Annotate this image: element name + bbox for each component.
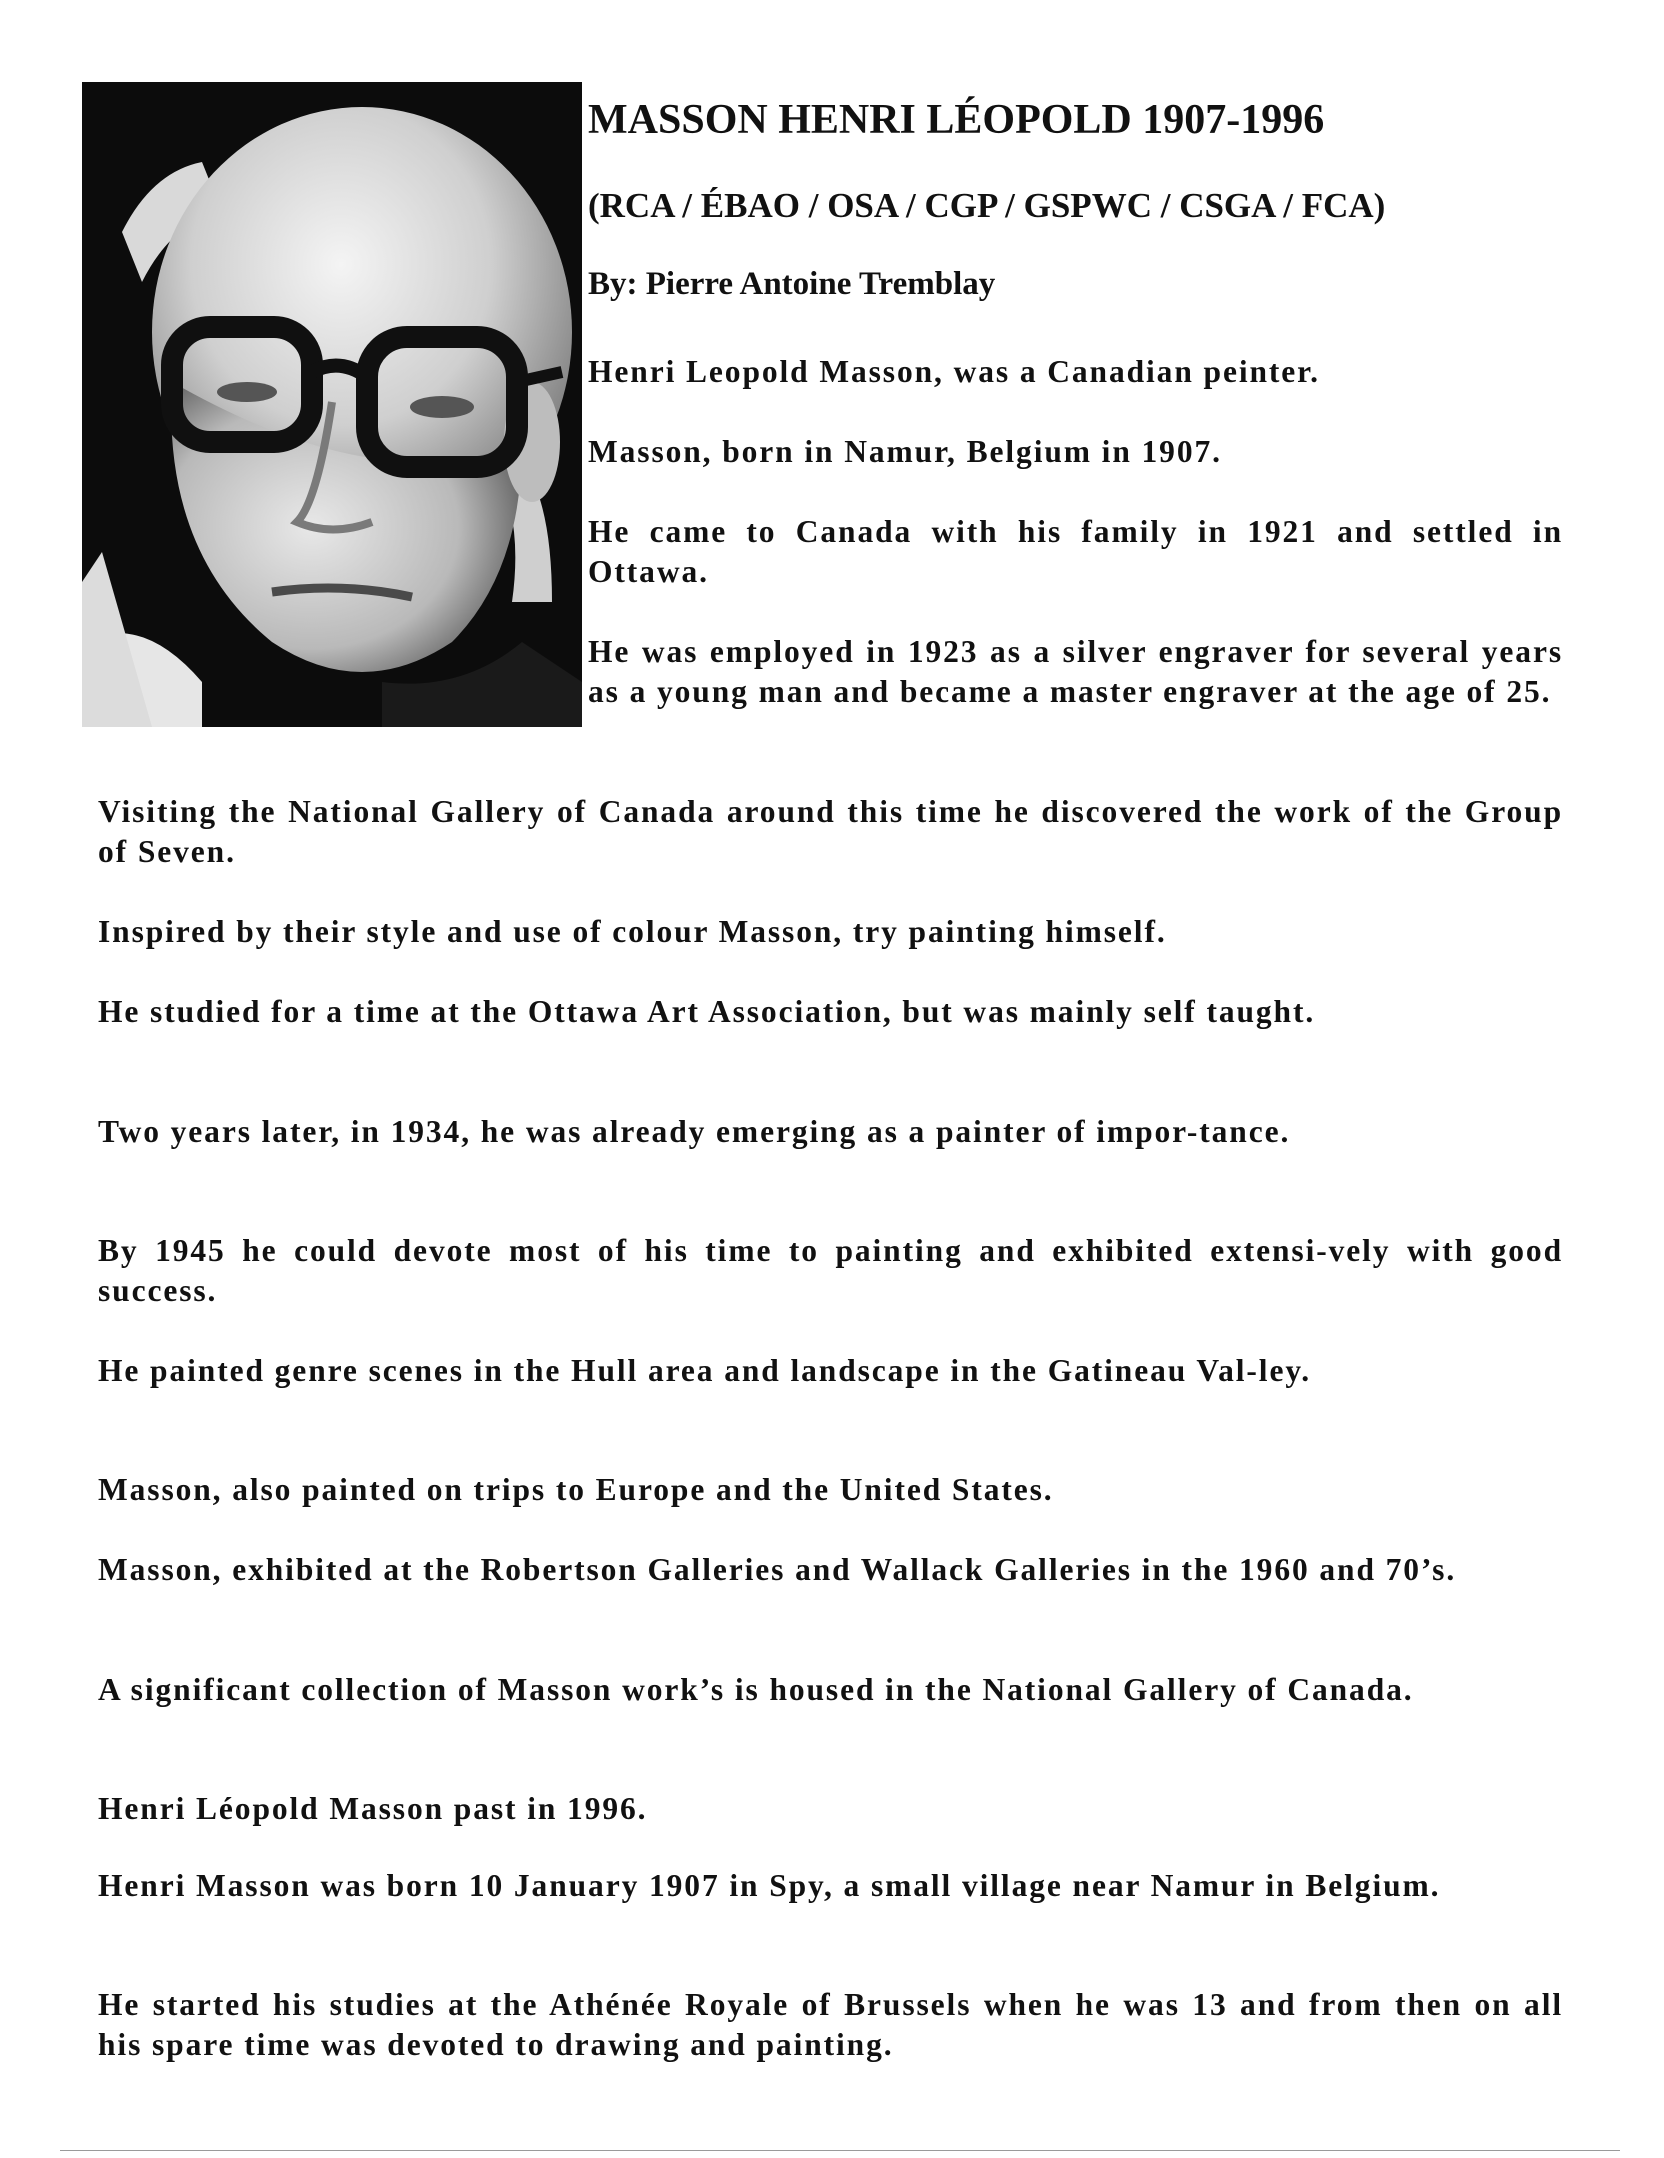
affiliations-line: (RCA / ÉBAO / OSA / CGP / GSPWC / CSGA / FCA) [588,186,1386,225]
paragraph-13: A significant collection of Masson work’s is housed in the National Gallery of Canada. [98,1672,1414,1707]
page-title: MASSON HENRI LÉOPOLD 1907-1996 [588,97,1325,143]
portrait-photo [82,82,582,727]
paragraph-4: He was employed in 1923 as a silver engraver for several years as a young man and became a master engraver at the age of 25. [588,634,1563,709]
paragraph-9: By 1945 he could devote most of his time to painting and exhibited extensi-vely with good success. [98,1233,1563,1308]
paragraph-5: Visiting the National Gallery of Canada around this time he discovered the work of the Group of Seven. [98,794,1563,869]
paragraph-15: Henri Masson was born 10 January 1907 in Spy, a small village near Namur in Belgium. [98,1868,1441,1903]
paragraph-14: Henri Léopold Masson past in 1996. [98,1791,648,1826]
paragraph-8: Two years later, in 1934, he was already emerging as a painter of impor-tance. [98,1114,1291,1149]
paragraph-3: He came to Canada with his family in 1921 and settled in Ottawa. [588,514,1563,589]
paragraph-2: Masson, born in Namur, Belgium in 1907. [588,434,1222,469]
paragraph-12: Masson, exhibited at the Robertson Galleries and Wallack Galleries in the 1960 and 70’s. [98,1552,1457,1587]
paragraph-16: He started his studies at the Athénée Royale of Brussels when he was 13 and from then on all his spare time was devoted to drawing and painting. [98,1987,1563,2062]
paragraph-10: He painted genre scenes in the Hull area and landscape in the Gatineau Val-ley. [98,1353,1312,1388]
paragraph-1: Henri Leopold Masson, was a Canadian peinter. [588,354,1320,389]
paragraph-6: Inspired by their style and use of colour Masson, try painting himself. [98,914,1167,949]
page-bottom-divider [60,2150,1620,2151]
author-byline: By: Pierre Antoine Tremblay [588,266,996,302]
person-portrait-icon [82,82,582,727]
paragraph-11: Masson, also painted on trips to Europe and the United States. [98,1472,1054,1507]
paragraph-7: He studied for a time at the Ottawa Art Association, but was mainly self taught. [98,994,1316,1029]
